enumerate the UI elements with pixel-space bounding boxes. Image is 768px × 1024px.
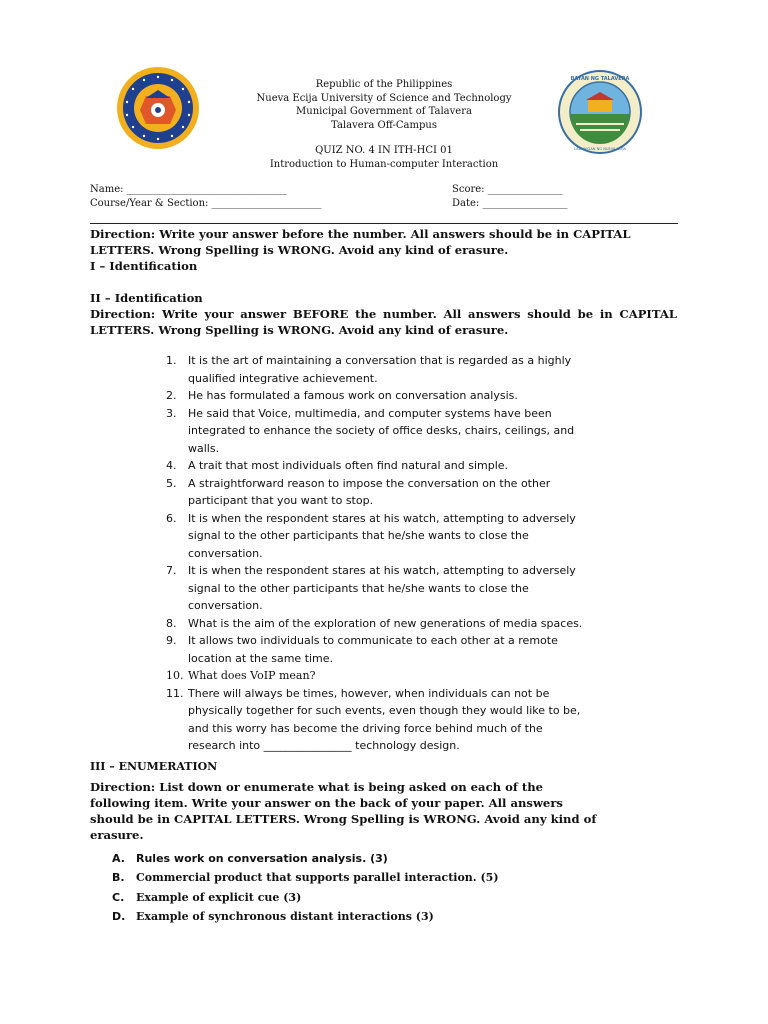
list-item: A. Rules work on conversation analysis. (3) (112, 851, 388, 865)
list-item: 9. It allows two individuals to communicate to each other at a remote location at the same time. (166, 634, 558, 665)
list-item: 3. He said that Voice, multimedia, and computer systems have been integrated to enhance the society of office desks, chairs, ceilings, and walls. (166, 406, 575, 455)
section3-title: III – ENUMERATION (90, 759, 218, 773)
identification-list (166, 352, 586, 755)
quiz-title: QUIZ NO. 4 IN ITH-HCI 01 (315, 145, 453, 156)
list-item: D. Example of synchronous distant interactions (3) (112, 910, 434, 923)
header-university: Nueva Ecija University of Science and Technology (256, 92, 512, 104)
section1-title: I – Identification (90, 259, 198, 273)
course-year-field[interactable]: Course/Year & Section: ______________________ (90, 198, 322, 209)
neust-seal-icon (116, 66, 200, 150)
enumeration-list (112, 849, 677, 927)
document-header (200, 78, 568, 171)
bayan-ng-talavera-seal-icon (558, 70, 642, 154)
date-field[interactable]: Date: _________________ (452, 198, 568, 209)
quiz-content (90, 226, 677, 927)
section2-title: II – Identification (90, 291, 203, 305)
list-item: 1. It is the art of maintaining a conversation that is regarded as a highly qualified integrative achievement. (166, 354, 572, 385)
score-field[interactable]: Score: _______________ (452, 184, 563, 195)
list-item: 4. A trait that most individuals often find natural and simple. (166, 459, 509, 472)
header-campus: Talavera Off-Campus (331, 119, 437, 131)
list-item: 2. He has formulated a famous work on conversation analysis. (166, 389, 518, 402)
list-item: 5. A straightforward reason to impose the conversation on the other participant that you want to stop. (166, 476, 551, 507)
name-field[interactable]: Name: ________________________________ (90, 184, 287, 195)
list-item: 6. It is when the respondent stares at his watch, attempting to adversely signal to the other participants that he/she wants to close the conversation. (166, 511, 576, 560)
section3-direction: Direction: List down or enumerate what is being asked on each of the following item. Write your answer on the back of your paper. All answers should be in CAPITAL LETTERS. Wrong Spelling is WRONG. Avoid any kind of erasure. (90, 779, 597, 842)
header-municipal: Municipal Government of Talavera (296, 106, 472, 117)
header-divider (90, 223, 678, 224)
seal-ring-text: BAYAN NG TALAVERA (570, 76, 630, 82)
student-fields (90, 183, 590, 211)
header-republic: Republic of the Philippines (315, 79, 453, 90)
section1-direction: Direction: Write your answer before the number. All answers should be in CAPITAL LETTERS. Wrong Spelling is WRONG. Avoid any kind of erasure. (90, 227, 631, 257)
seal-bottom-text: LALAWIGAN NG NUEVA ECIJA (574, 147, 626, 151)
list-item: C. Example of explicit cue (3) (112, 890, 302, 904)
list-item: 10. What does VoIP mean? (166, 669, 316, 682)
list-item: 7. It is when the respondent stares at his watch, attempting to adversely signal to the other participants that he/she wants to close the conversation. (166, 564, 576, 612)
section2-direction: Direction: Write your answer BEFORE the number. All answers should be in CAPITAL LETTERS. Wrong Spelling is WRONG. Avoid any kind of erasure. (90, 307, 677, 337)
list-item: B. Commercial product that supports parallel interaction. (5) (112, 871, 499, 884)
list-item: 11. There will always be times, however, when individuals can not be physically together for such events, even though they would like to be, and this worry has become the driving force behind much of the research into ________________ technology design. (166, 686, 581, 752)
list-item: 8. What is the aim of the exploration of new generations of media spaces. (166, 616, 583, 630)
course-title: Introduction to Human-computer Interaction (269, 158, 499, 170)
